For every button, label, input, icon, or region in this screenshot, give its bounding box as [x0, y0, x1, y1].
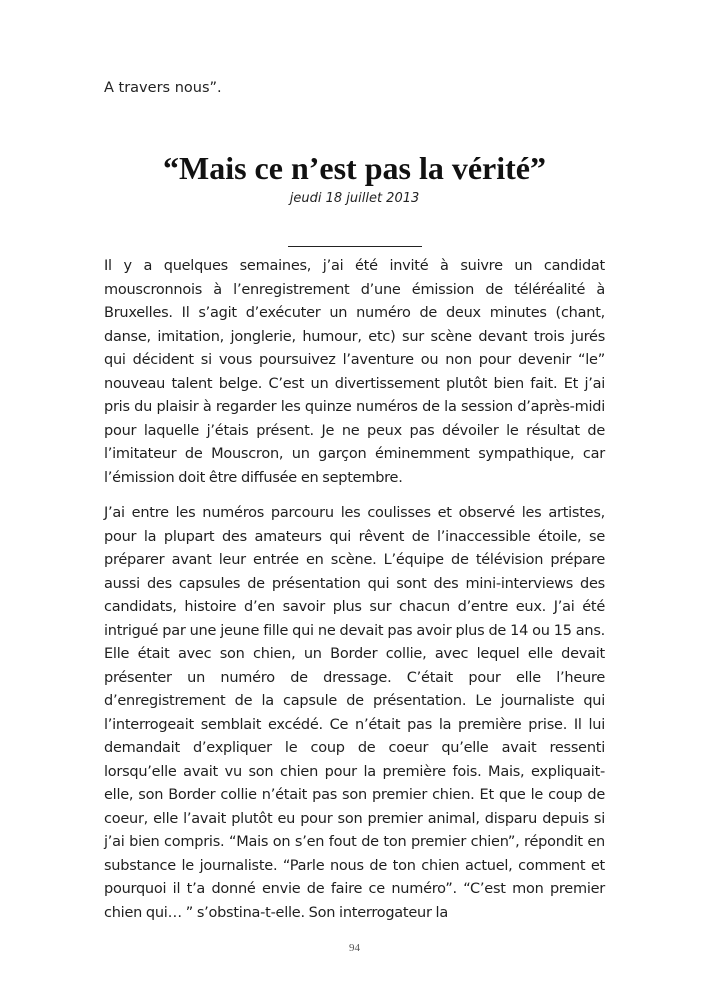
page-number: 94: [349, 942, 360, 954]
paragraph-2: J’ai entre les numéros parcouru les coulisses et observé les artistes, pour la plupart des amateurs qui rêvent de l’inaccessible étoile, se préparer avant leur entrée en scène. L’équipe de télévision prépare aussi des capsules de présentation qui sont des mini-interviews des candidats, histoire d’en savoir plus sur chacun d’entre eux. J’ai été intrigué par une jeune fille qui ne devait pas avoir plus de 14 ou 15 ans. Elle était avec son chien, un Border collie, avec lequel elle devait présenter un numéro de dressage. C’était pour elle l’heure d’enregistrement de la capsule de présentation. Le journaliste qui l’interrogeait semblait excédé. Ce n’était pas la première prise. Il lui demandait d’expliquer le coup de coeur qu’elle avait ressenti lorsqu’elle avait vu son chien pour la première fois. Mais, expliquait-elle, son Border collie n’était pas son premier chien. Et que le coup de coeur, elle l’avait plutôt eu pour son premier animal, disparu depuis si j’ai bien compris. “Mais on s’en fout de ton premier chien”, répondit en substance le journaliste. “Parle nous de ton chien actuel, comment et pourquoi il t’a donné envie de faire ce numéro”. “C’est mon premier chien qui… ” s’obstina-t-elle. Son interrogateur la: [104, 505, 605, 921]
paragraph-1: Il y a quelques semaines, j’ai été invité à suivre un candidat mouscronnois à l’enregistrement d’une émission de téléréalité à Bruxelles. Il s’agit d’exécuter un numéro de deux minutes (chant, danse, imitation, jonglerie, humour, etc) sur scène devant trois jurés qui décident si vous poursuivez l’aventure ou non pour devenir “le” nouveau talent belge. C’est un divertissement plutôt bien fait. Et j’ai pris du plaisir à regarder les quinze numéros de la session d’après-midi pour laquelle j’étais présent. Je ne peux pas dévoiler le résultat de l’imitateur de Mouscron, un garçon éminemment sympathique, car l’émission doit être diffusée en septembre.: [104, 258, 605, 486]
title-divider: [288, 246, 422, 247]
article-title: “Mais ce n’est pas la vérité”: [162, 150, 546, 186]
article-date: jeudi 18 juillet 2013: [289, 191, 420, 206]
previous-article-ending: A travers nous”.: [104, 80, 222, 96]
article-body: [104, 255, 605, 937]
